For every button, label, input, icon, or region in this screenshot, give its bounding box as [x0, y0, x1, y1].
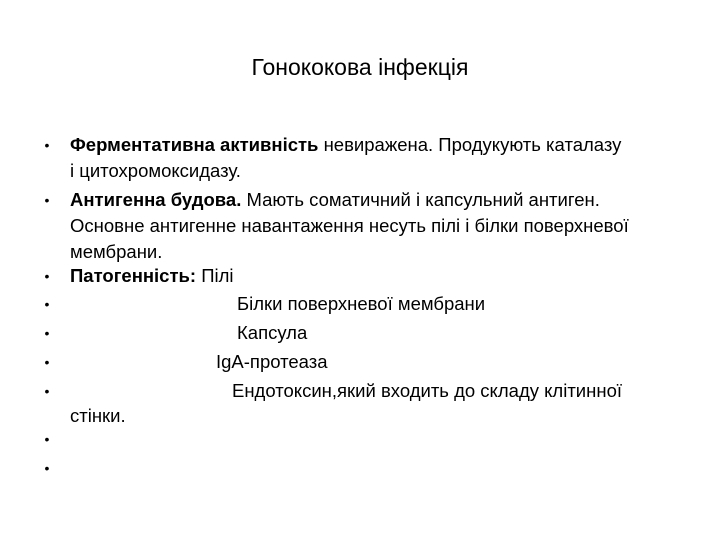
item-text: Пілі: [196, 265, 234, 286]
bullet-icon: •: [44, 383, 50, 399]
bullet-icon: •: [44, 354, 50, 370]
bullet-icon: •: [44, 296, 50, 312]
bullet-icon: •: [44, 268, 50, 284]
bullet-icon: •: [44, 192, 50, 208]
item-text: Білки поверхневої мембрани: [237, 293, 486, 314]
item-text: Капсула: [237, 322, 308, 343]
item-text: стінки.: [70, 405, 126, 426]
item-text: IgA-протеаза: [216, 351, 328, 372]
item-text: Основне антигенне навантаження несуть пілі і білки поверхневої: [70, 215, 629, 236]
bullet-icon: •: [44, 325, 50, 341]
item-heading: Ферментативна активність: [70, 134, 319, 155]
slide-title: Гонококова інфекція: [251, 54, 469, 80]
item-text: невиражена. Продукують каталазу: [318, 134, 622, 155]
item-text: мембрани.: [70, 241, 163, 262]
bullet-icon: •: [44, 431, 50, 447]
item-heading: Антигенна будова.: [70, 189, 242, 210]
item-heading: Патогенність:: [70, 265, 197, 286]
item-text: Ендотоксин,який входить до складу клітинної: [232, 380, 622, 401]
bullet-icon: •: [44, 460, 50, 476]
item-text: Мають соматичний і капсульний антиген.: [241, 189, 600, 210]
bullet-icon: •: [44, 137, 50, 153]
item-text: і цитохромоксидазу.: [70, 160, 241, 181]
